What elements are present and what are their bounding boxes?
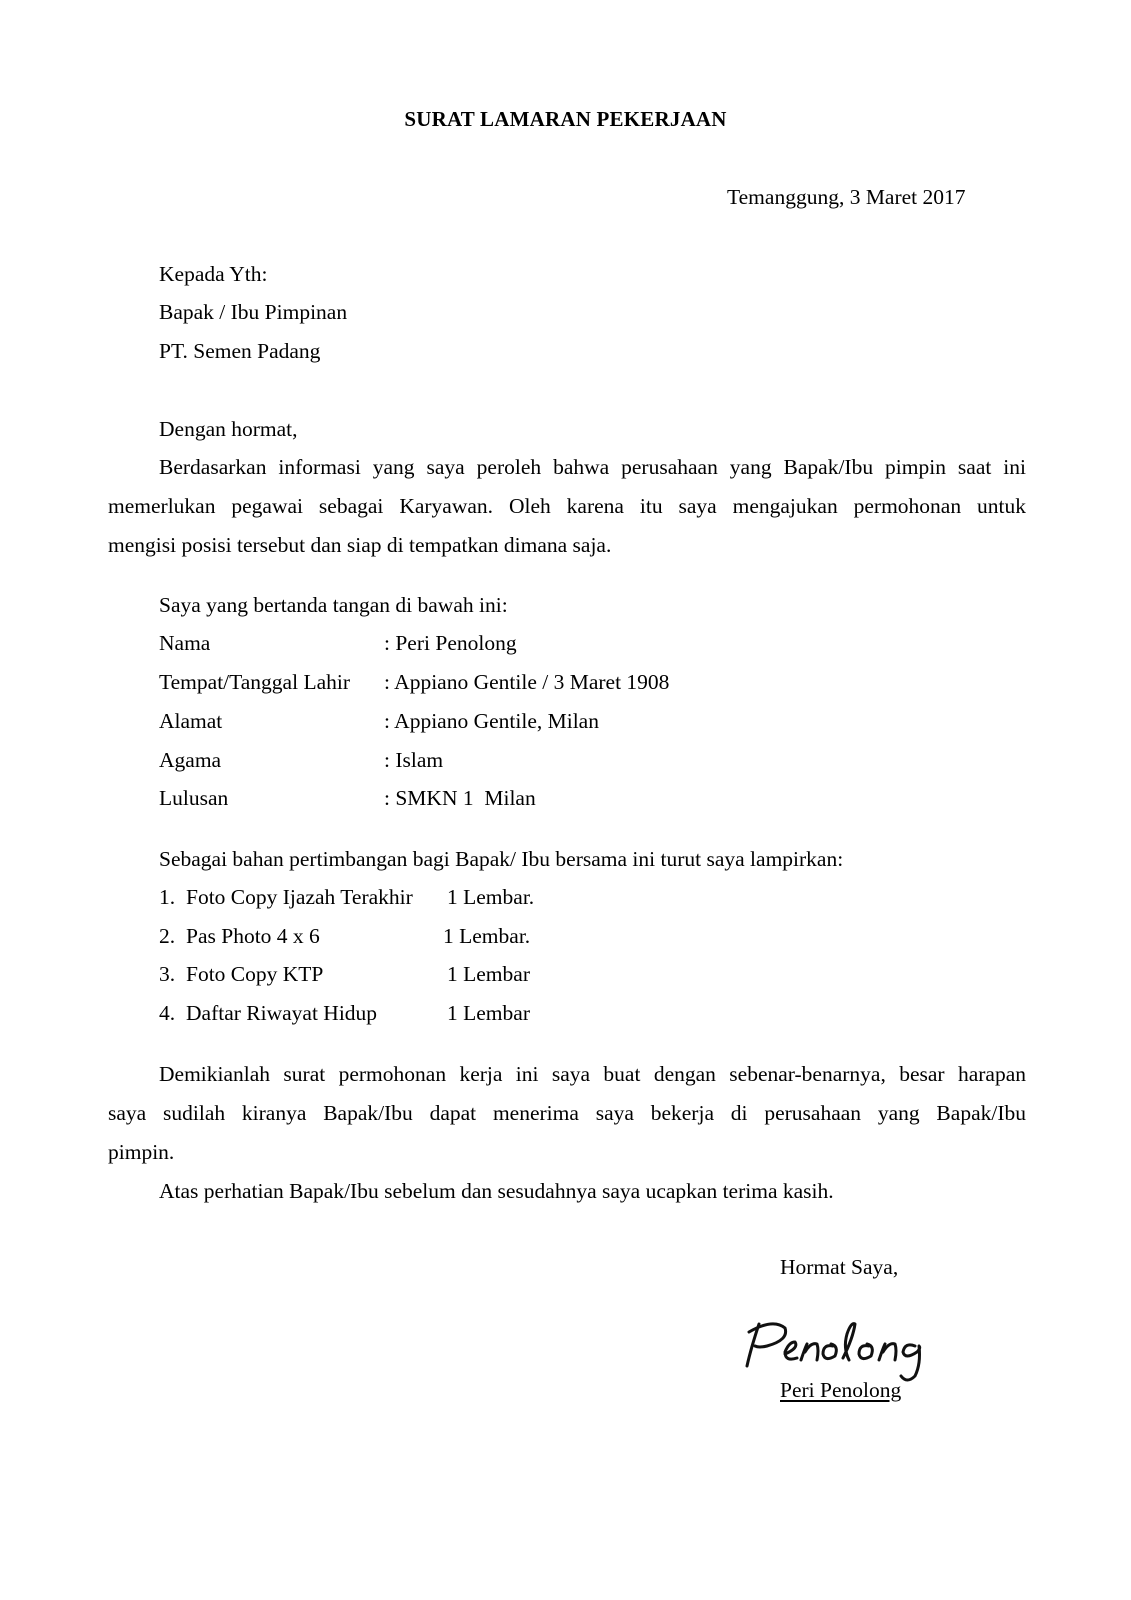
paragraph-2-line-2: saya sudilah kiranya Bapak/Ibu dapat menerima saya bekerja di perusahaan yang Bapak/Ibu (108, 1101, 1026, 1125)
closing-thanks: Atas perhatian Bapak/Ibu sebelum dan sesudahnya saya ucapkan terima kasih. (159, 1179, 834, 1203)
recipient-line-3: PT. Semen Padang (159, 339, 321, 363)
attachment-qty: 1 Lembar. (443, 924, 531, 948)
identity-label: Nama (159, 631, 211, 655)
attachment-qty: 1 Lembar (447, 1001, 530, 1025)
attachment-item: Foto Copy Ijazah Terakhir (186, 885, 413, 909)
paragraph-1-line-2: memerlukan pegawai sebagai Karyawan. Oleh karena itu saya mengajukan permohonan untuk (108, 494, 1026, 518)
attachment-item: Daftar Riwayat Hidup (186, 1001, 378, 1025)
identity-value: : Peri Penolong (384, 631, 517, 655)
identity-label: Alamat (159, 709, 223, 733)
paragraph-2-line-3: pimpin. (108, 1140, 175, 1164)
identity-value: : Appiano Gentile / 3 Maret 1908 (384, 670, 670, 694)
attachment-number: 3. (159, 962, 176, 986)
identity-label: Agama (159, 748, 222, 772)
paragraph-2-line-1: Demikianlah surat permohonan kerja ini saya buat dengan sebenar-benarnya, besar harapan (159, 1062, 1026, 1086)
recipient-line-2: Bapak / Ibu Pimpinan (159, 300, 348, 324)
paragraph-1-line-3: mengisi posisi tersebut dan siap di tempatkan dimana saja. (108, 533, 612, 557)
salutation: Dengan hormat, (159, 417, 298, 441)
attachments-intro: Sebagai bahan pertimbangan bagi Bapak/ Ibu bersama ini turut saya lampirkan: (159, 847, 844, 871)
paragraph-1-line-1: Berdasarkan informasi yang saya peroleh bahwa perusahaan yang Bapak/Ibu pimpin saat ini (159, 455, 1026, 479)
attachment-item: Foto Copy KTP (186, 962, 324, 986)
attachment-item: Pas Photo 4 x 6 (186, 924, 320, 948)
identity-label: Tempat/Tanggal Lahir (159, 670, 351, 694)
letter-title: SURAT LAMARAN PEKERJAAN (404, 107, 727, 131)
closing-greeting: Hormat Saya, (780, 1255, 899, 1279)
identity-value: : Islam (384, 748, 444, 772)
attachment-number: 1. (159, 885, 176, 909)
identity-value: : Appiano Gentile, Milan (384, 709, 599, 733)
recipient-line-1: Kepada Yth: (159, 262, 268, 286)
identity-value: : SMKN 1 Milan (384, 786, 536, 810)
attachment-number: 2. (159, 924, 176, 948)
signer-name: Peri Penolong (780, 1378, 902, 1402)
attachment-qty: 1 Lembar (447, 962, 530, 986)
attachment-qty: 1 Lembar. (447, 885, 535, 909)
identity-label: Lulusan (159, 786, 229, 810)
place-date: Temanggung, 3 Maret 2017 (727, 185, 966, 209)
identity-intro: Saya yang bertanda tangan di bawah ini: (159, 593, 508, 617)
attachment-number: 4. (159, 1001, 176, 1025)
